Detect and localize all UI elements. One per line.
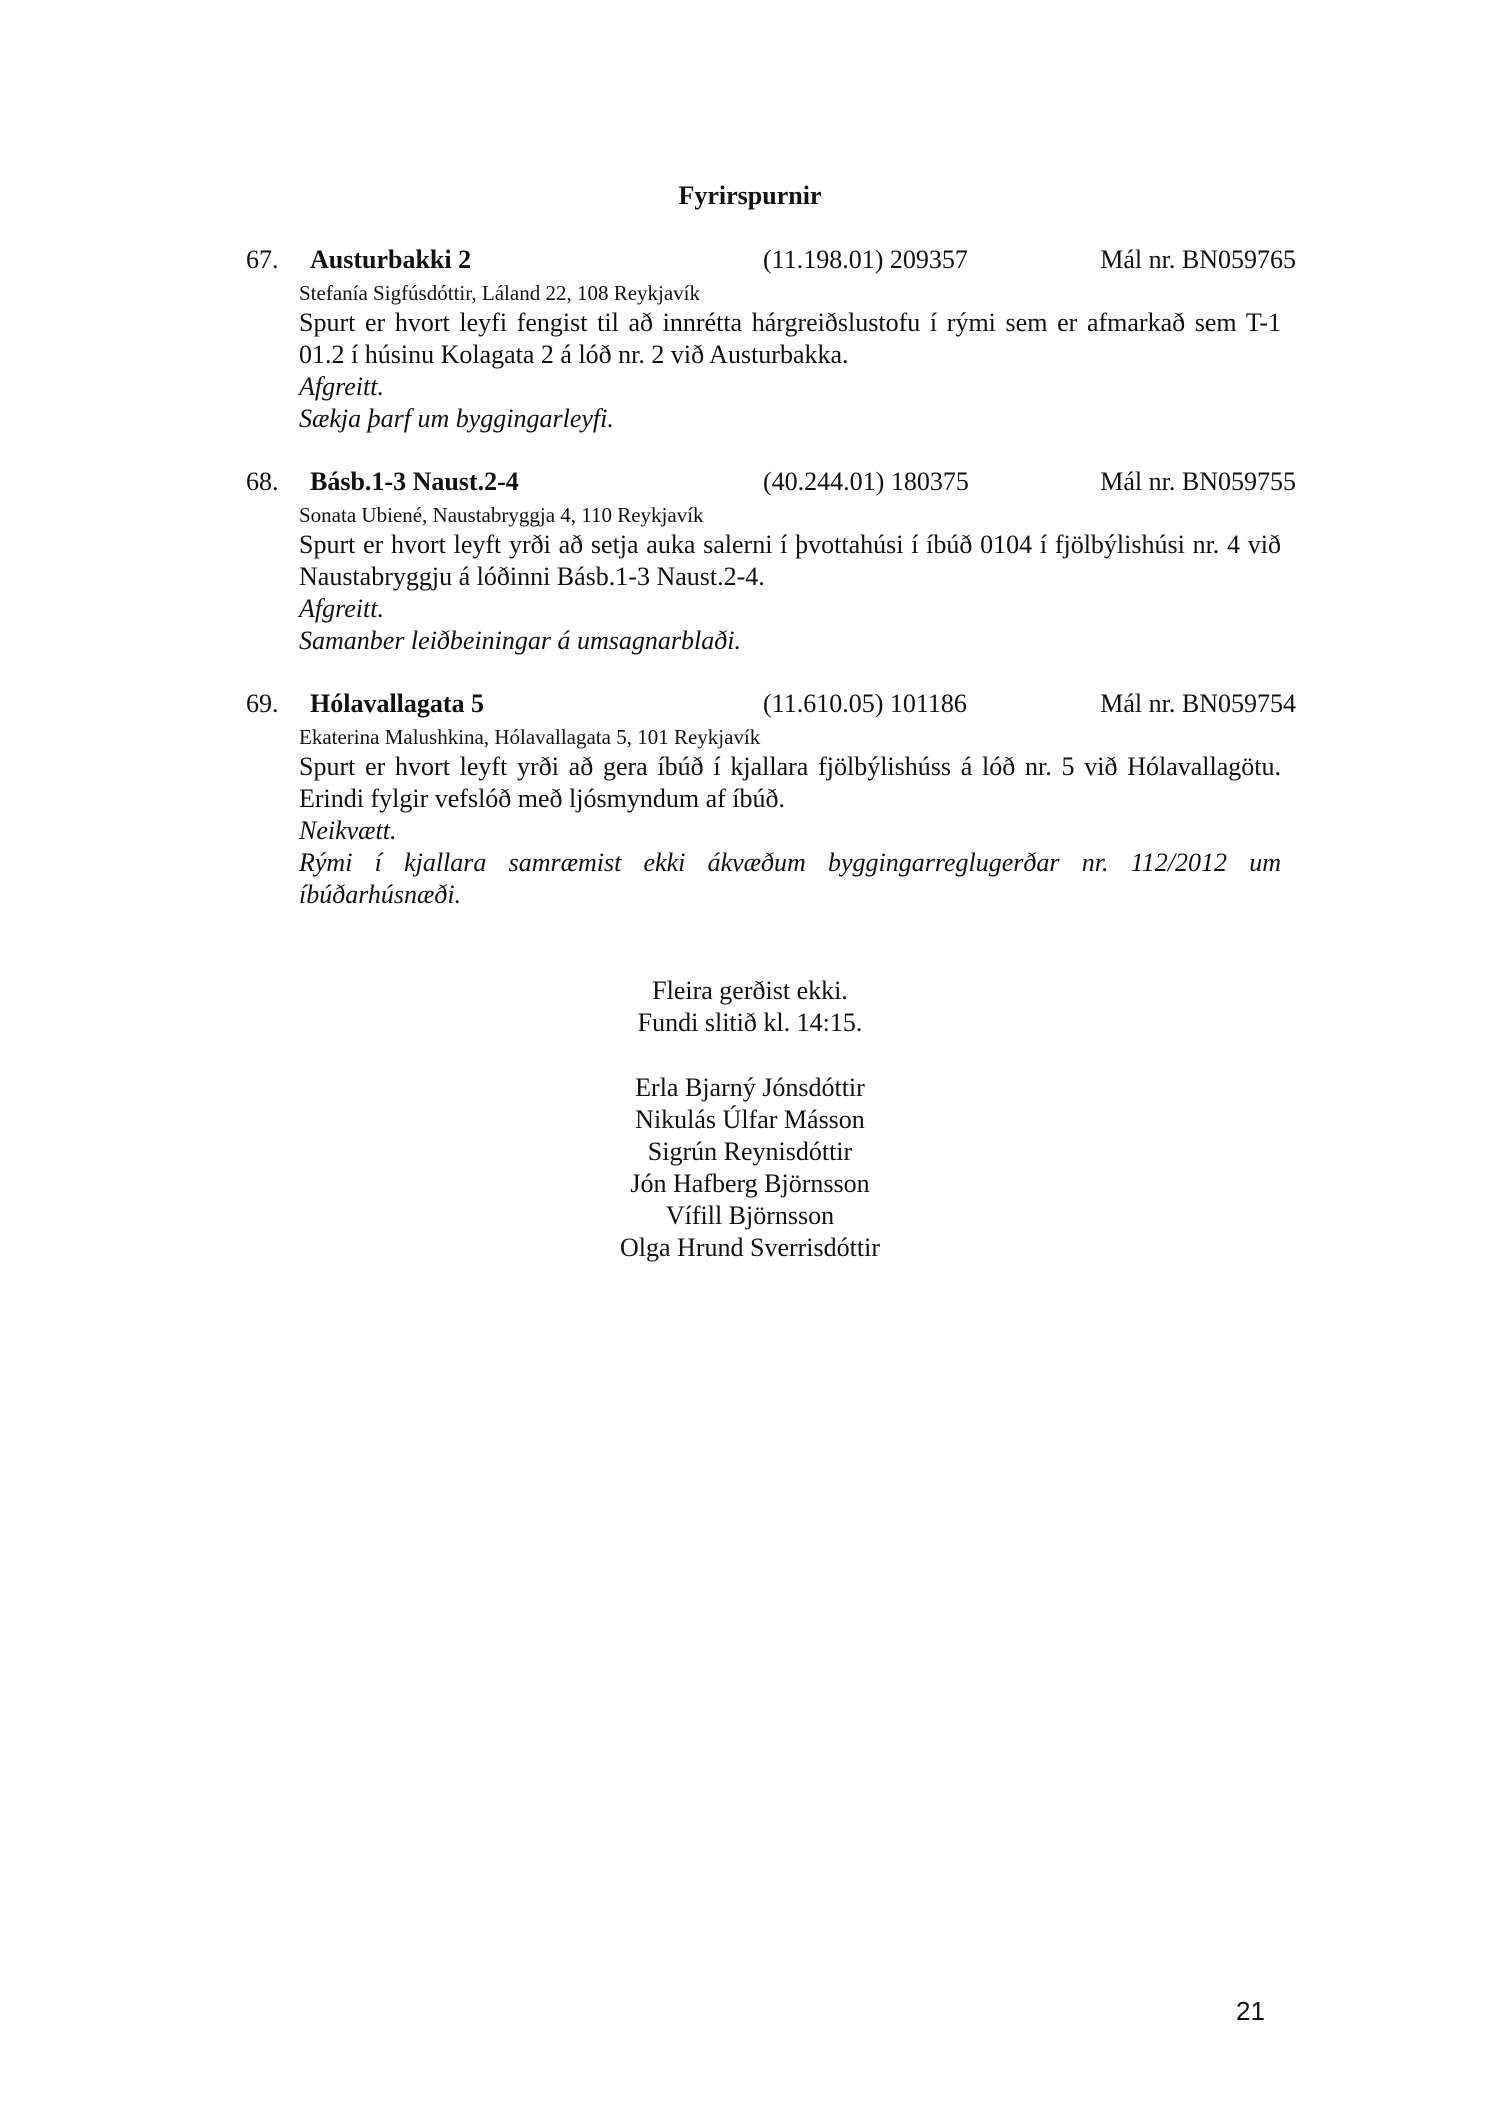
case-applicant: Sonata Ubiené, Naustabryggja 4, 110 Reykjavík — [299, 503, 704, 527]
case-number-reference: Mál nr. BN059754 — [1100, 689, 1296, 718]
case-result: Afgreitt. — [299, 372, 384, 401]
case-text: Spurt er hvort leyft yrði að gera íbúð í kjallara fjölbýlishúss á lóð nr. 5 við Hólavallagötu. Erindi fylgir vefslóð með ljósmyndum af íbúð. — [299, 752, 1281, 813]
case-text: Spurt er hvort leyfi fengist til að innrétta hárgreiðslustofu í rými sem er afmarkað sem T-1 01.2 í húsinu Kolagata 2 á lóð nr. 2 við Austurbakka. — [299, 308, 1281, 369]
case-reference: (40.244.01) 180375 — [763, 467, 969, 496]
case-title: Hólavallagata 5 — [310, 689, 485, 718]
case-item — [246, 245, 1296, 435]
case-result: Neikvætt. — [299, 816, 397, 845]
signature-name: Jón Hafberg Björnsson — [630, 1169, 870, 1198]
case-number-reference: Mál nr. BN059765 — [1100, 245, 1296, 274]
case-number: 68. — [246, 467, 279, 496]
case-number: 69. — [246, 689, 279, 718]
case-reference: (11.198.01) 209357 — [763, 245, 968, 274]
case-result: Afgreitt. — [299, 594, 384, 623]
signature-name: Sigrún Reynisdóttir — [647, 1137, 853, 1166]
signature-list — [0, 1072, 1500, 1264]
signature-name: Vífill Björnsson — [665, 1201, 835, 1230]
closing-line: Fleira gerðist ekki. — [652, 976, 848, 1005]
closing-time: Fundi slitið kl. 14:15. — [637, 1008, 863, 1037]
case-item — [246, 467, 1296, 657]
case-number: 67. — [246, 245, 279, 274]
case-note: Sækja þarf um byggingarleyfi. — [299, 404, 614, 433]
case-note: Rými í kjallara samræmist ekki ákvæðum byggingarreglugerðar nr. 112/2012 um íbúðarhúsnæði. — [299, 848, 1281, 909]
signature-name: Nikulás Úlfar Másson — [635, 1105, 865, 1134]
case-applicant: Ekaterina Malushkina, Hólavallagata 5, 101 Reykjavík — [299, 725, 761, 749]
case-title: Básb.1-3 Naust.2-4 — [310, 467, 519, 496]
page-number: 21 — [1236, 1996, 1265, 2026]
closing-block — [0, 975, 1500, 1039]
case-header — [246, 467, 1296, 501]
signature-name: Olga Hrund Sverrisdóttir — [620, 1233, 880, 1262]
case-header — [246, 689, 1296, 723]
signature-name: Erla Bjarný Jónsdóttir — [635, 1073, 865, 1102]
case-item — [246, 689, 1296, 911]
case-title: Austurbakki 2 — [310, 245, 472, 274]
case-reference: (11.610.05) 101186 — [763, 689, 967, 718]
section-title: Fyrirspurnir — [678, 181, 822, 210]
case-text: Spurt er hvort leyft yrði að setja auka salerni í þvottahúsi í íbúð 0104 í fjölbýlishúsi nr. 4 við Naustabryggju á lóðinni Básb.1-3 Naust.2-4. — [299, 530, 1281, 591]
case-number-reference: Mál nr. BN059755 — [1100, 467, 1296, 496]
case-applicant: Stefanía Sigfúsdóttir, Láland 22, 108 Reykjavík — [299, 281, 701, 305]
case-note: Samanber leiðbeiningar á umsagnarblaði. — [299, 626, 741, 655]
case-header — [246, 245, 1296, 279]
